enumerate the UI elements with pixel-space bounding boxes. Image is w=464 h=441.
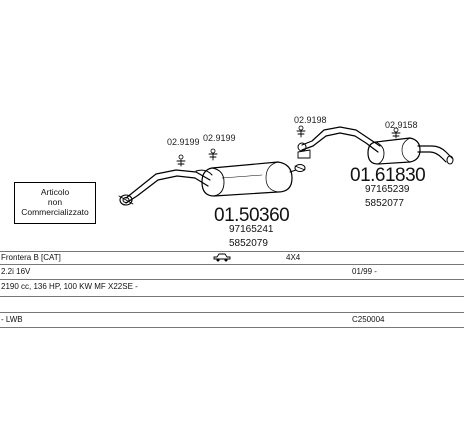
not-sold-notice bbox=[14, 182, 96, 224]
rear-silencer-oem-1: 97165239 bbox=[365, 184, 410, 195]
vehicle-model: Frontera B [CAT] bbox=[1, 253, 61, 262]
rear-silencer-oem-2: 5852077 bbox=[365, 198, 404, 209]
middle-silencer-code: 01.50360 bbox=[214, 205, 290, 226]
part-label-rear-2: 02.9158 bbox=[385, 120, 418, 130]
tail-pipe bbox=[418, 146, 453, 164]
vehicle-catalog: C250004 bbox=[352, 315, 385, 324]
hanger-clamp-2 bbox=[209, 149, 217, 160]
rear-silencer-code: 01.61830 bbox=[350, 165, 426, 186]
vehicle-date: 01/99 - bbox=[352, 267, 377, 276]
row-divider bbox=[0, 251, 464, 252]
car-side-icon bbox=[213, 252, 231, 264]
middle-silencer-oem-2: 5852079 bbox=[229, 238, 268, 249]
mid-outlet-pipe bbox=[290, 165, 305, 173]
notice-line-1: Articolo bbox=[40, 187, 70, 197]
part-label-front-1: 02.9199 bbox=[167, 137, 200, 147]
hanger-clamp-1 bbox=[177, 155, 185, 166]
middle-silencer-oem-1: 97165241 bbox=[229, 224, 274, 235]
row-divider bbox=[0, 296, 464, 297]
middle-silencer bbox=[202, 162, 292, 196]
front-pipe bbox=[126, 170, 212, 203]
part-label-rear-1: 02.9198 bbox=[294, 115, 327, 125]
row-divider bbox=[0, 279, 464, 280]
row-divider bbox=[0, 327, 464, 328]
vehicle-drive: 4X4 bbox=[286, 253, 301, 262]
vehicle-engine: 2.2i 16V bbox=[1, 267, 31, 276]
hanger-clamp-3 bbox=[297, 126, 305, 137]
notice-line-2: non bbox=[47, 197, 63, 207]
vehicle-body: - LWB bbox=[1, 315, 23, 324]
row-divider bbox=[0, 312, 464, 313]
part-label-front-2: 02.9199 bbox=[203, 133, 236, 143]
vehicle-specs: 2190 cc, 136 HP, 100 KW MF X22SE - bbox=[1, 282, 138, 291]
notice-line-3: Commercializzato bbox=[21, 207, 89, 217]
row-divider bbox=[0, 264, 464, 265]
